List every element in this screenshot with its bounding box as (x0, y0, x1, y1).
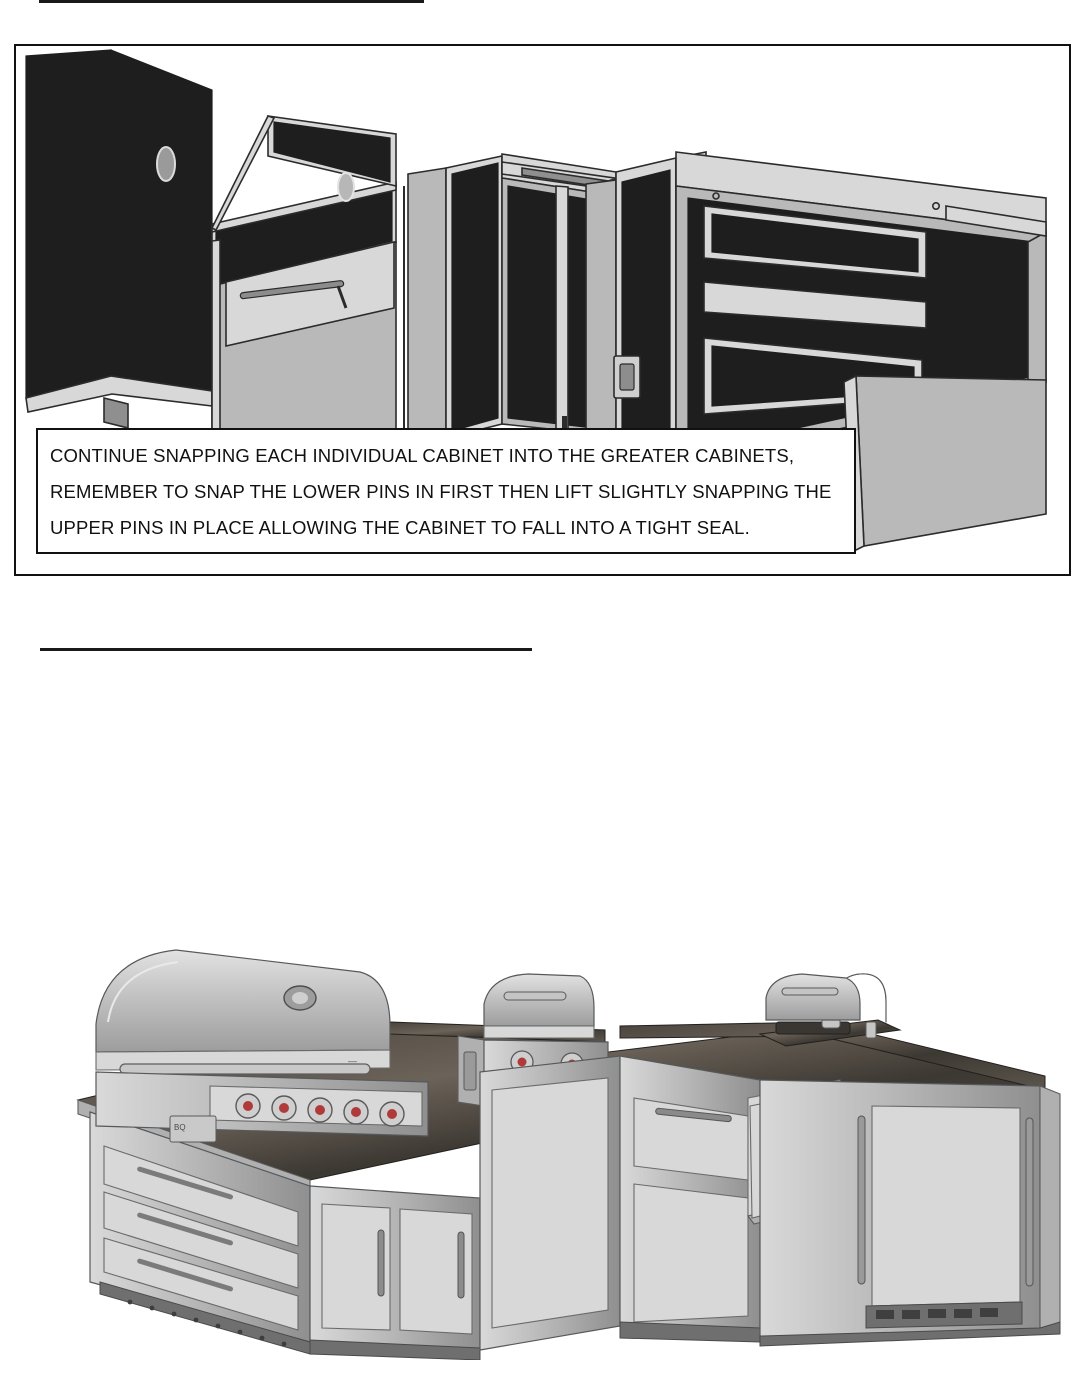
instruction-caption (36, 428, 856, 554)
caption-line-2: REMEMBER TO SNAP THE LOWER PINS IN FIRST THEN LIFT SLIGHTLY SNAPPING THE (50, 481, 832, 502)
figure-one-frame (14, 44, 1071, 576)
outdoor-kitchen-render (60, 930, 1070, 1360)
mid-divider-rule (40, 648, 532, 651)
svg-text:BQ: BQ (174, 1123, 186, 1132)
caption-line-1: CONTINUE SNAPPING EACH INDIVIDUAL CABINET INTO THE GREATER CABINETS, (50, 445, 795, 466)
finished-outdoor-kitchen-illustration (60, 930, 1070, 1360)
top-divider-rule (39, 0, 424, 3)
svg-text:—: — (348, 1056, 357, 1066)
caption-line-3: UPPER PINS IN PLACE ALLOWING THE CABINET TO FALL INTO A TIGHT SEAL. (50, 517, 750, 538)
